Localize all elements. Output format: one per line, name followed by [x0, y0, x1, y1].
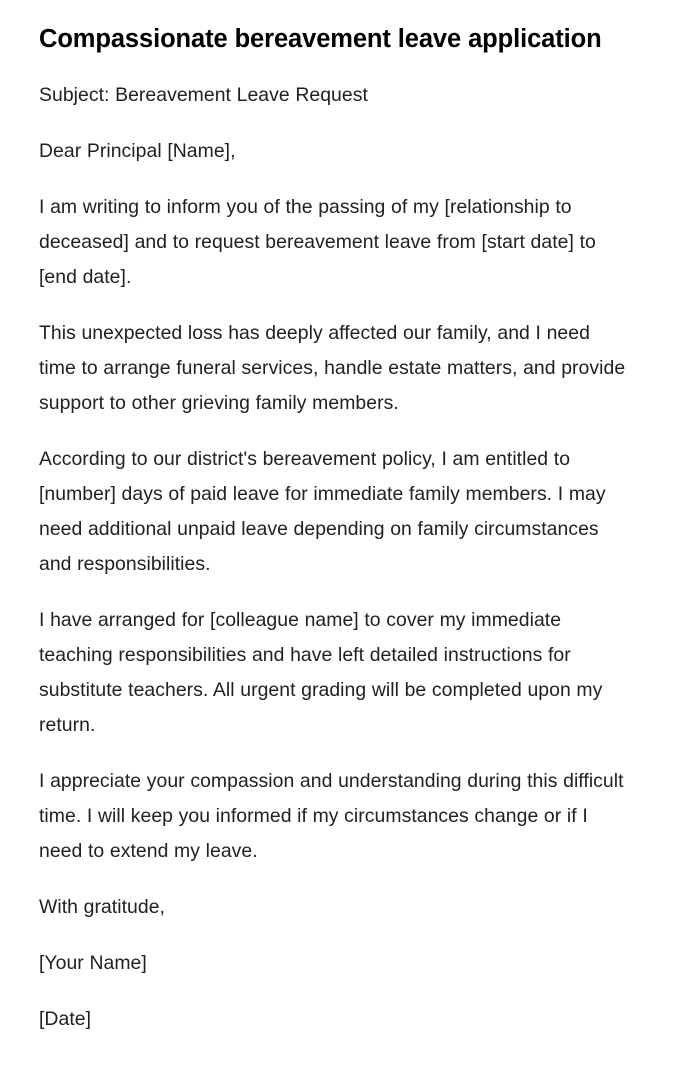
letter-paragraph-appreciation: I appreciate your compassion and understanding during this difficult time. I will keep you informed if my circumstances change or if I need to extend my leave. — [39, 769, 624, 862]
letter-paragraph-policy: According to our district's bereavement policy, I am entitled to [number] days of paid leave for immediate family members. I may need additional unpaid leave depending on family circumstances and responsibilities. — [39, 447, 606, 575]
letter-paragraph-loss: This unexpected loss has deeply affected our family, and I need time to arrange funeral services, handle estate matters, and provide support to other grieving family members. — [39, 321, 626, 414]
page-title: Compassionate bereavement leave application — [39, 25, 602, 53]
letter-closing: With gratitude, — [39, 895, 165, 918]
letter-signature-date: [Date] — [39, 1007, 92, 1030]
letter-paragraph-coverage: I have arranged for [colleague name] to cover my immediate teaching responsibilities and have left detailed instructions for substitute teachers. All urgent grading will be completed upon my return. — [39, 608, 603, 736]
letter-subject-line: Subject: Bereavement Leave Request — [39, 83, 368, 106]
letter-paragraph-request: I am writing to inform you of the passing of my [relationship to deceased] and to request bereavement leave from [start date] to [end date]. — [39, 195, 596, 288]
letter-body — [39, 78, 632, 1037]
letter-salutation: Dear Principal [Name], — [39, 139, 236, 162]
letter-signature-name: [Your Name] — [39, 951, 147, 974]
